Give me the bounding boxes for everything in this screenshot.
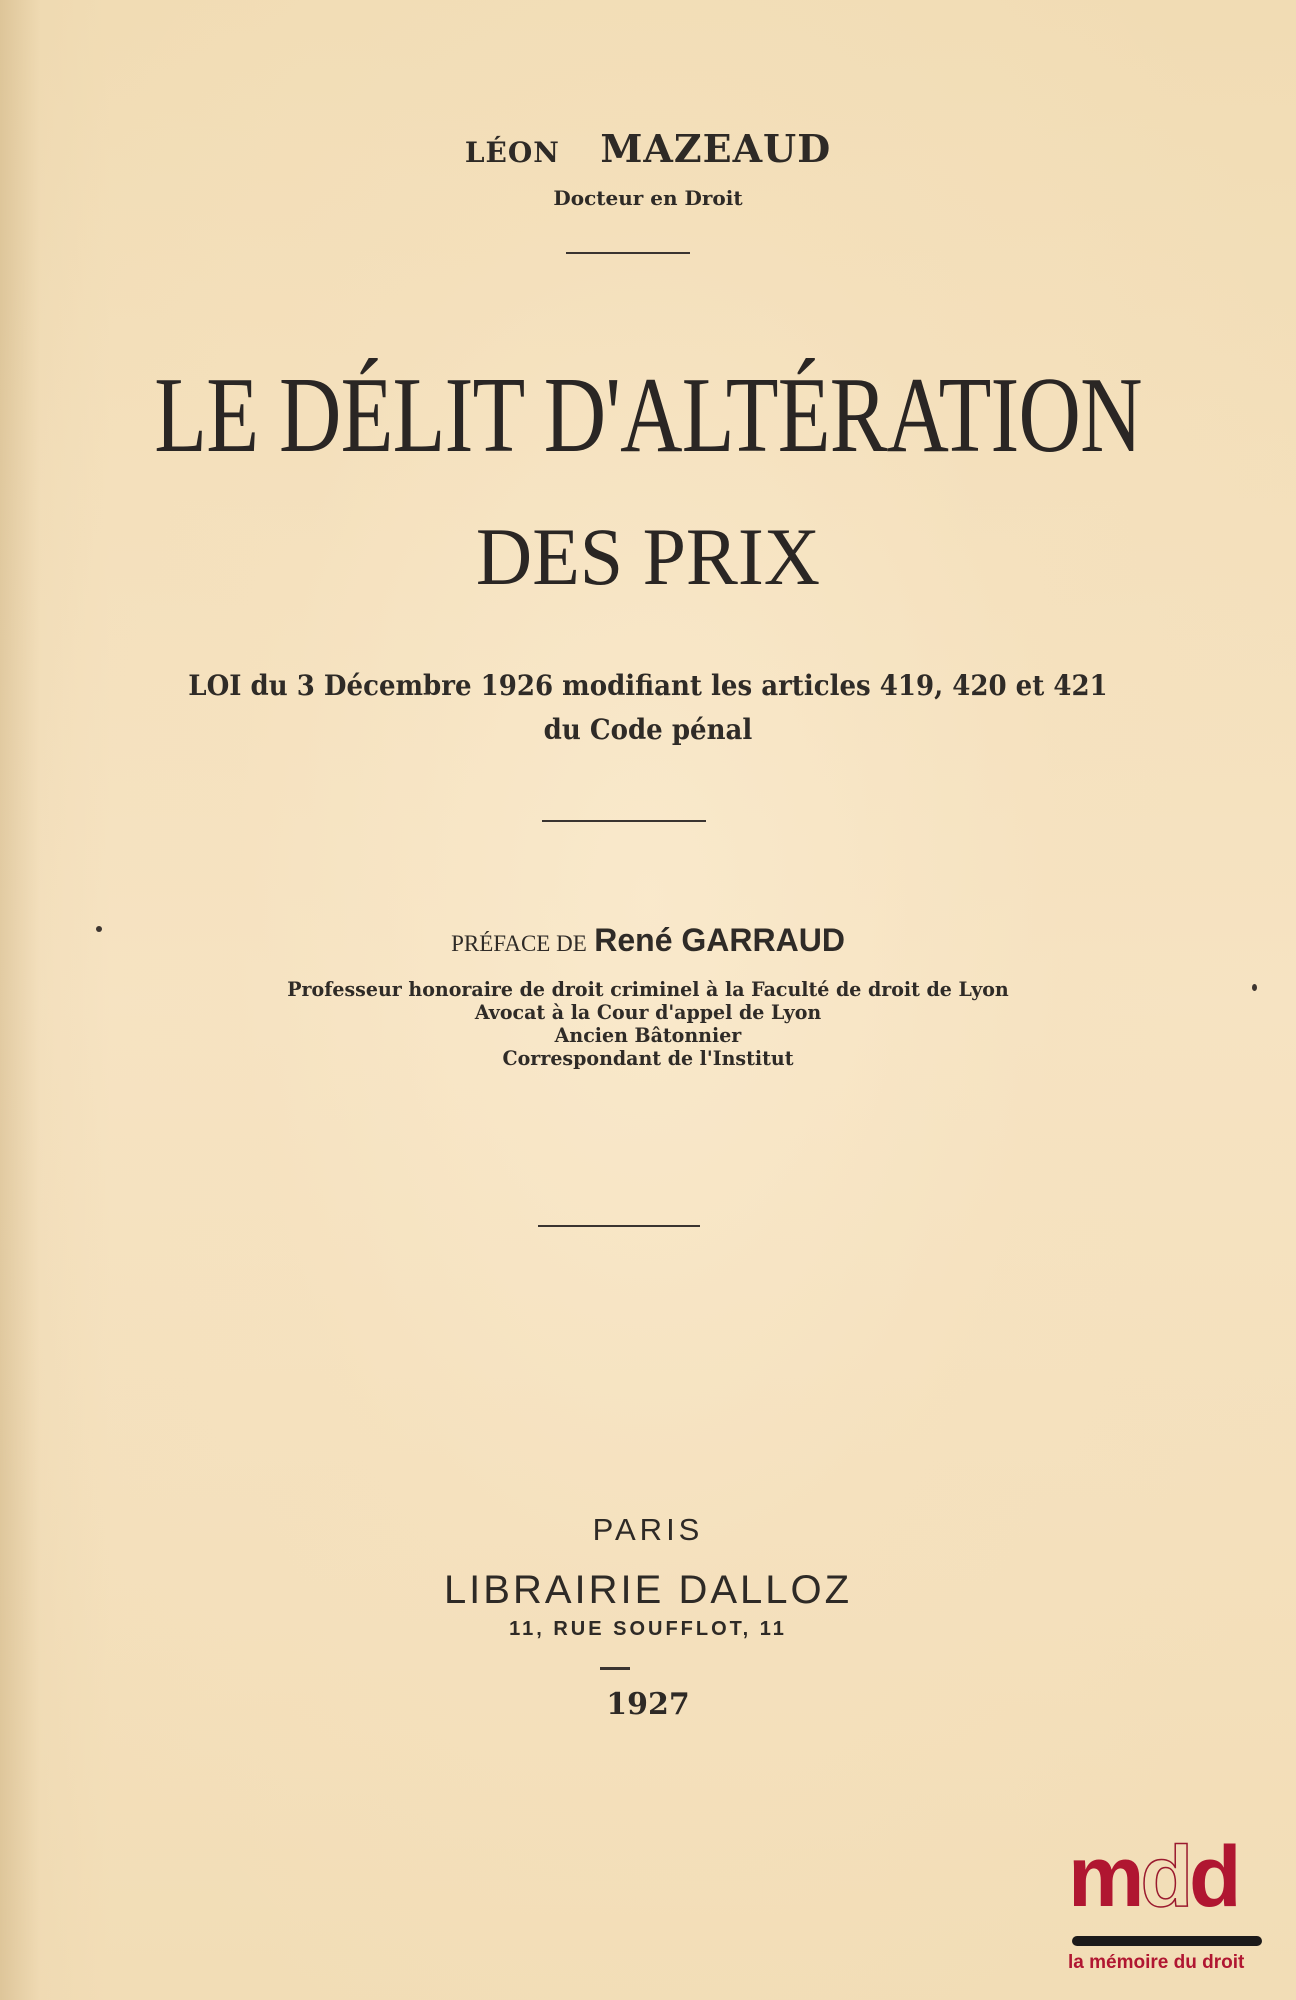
preface-credential: Correspondant de l'Institut	[502, 1046, 794, 1070]
imprint-publisher: LIBRAIRIE DALLOZ	[443, 1568, 853, 1612]
preface-author: René GARRAUD	[594, 922, 845, 958]
divider-dash	[600, 1667, 630, 1670]
paper-speck	[1252, 984, 1257, 991]
subtitle-line2: du Code pénal	[543, 713, 753, 746]
book-title-line1: LE DÉLIT D'ALTÉRATION	[154, 356, 1142, 475]
mdd-watermark-logo	[1068, 1829, 1268, 1984]
logo-tagline: la mémoire du droit	[1068, 1952, 1245, 1973]
mdd-logo-mark	[1068, 1829, 1238, 1925]
preface-label: PRÉFACE DE	[451, 931, 587, 956]
author-title: Docteur en Droit	[553, 186, 743, 210]
imprint-city: PARIS	[592, 1512, 704, 1547]
divider-rule	[542, 820, 706, 822]
logo-letter-m: m	[1068, 1829, 1141, 1925]
author-name	[0, 126, 1296, 171]
author-first-name: LÉON	[464, 136, 560, 169]
book-title-line2: DES PRIX	[475, 511, 821, 602]
subtitle-line1: LOI du 3 Décembre 1926 modifiant les articles 419, 420 et 421	[188, 669, 1108, 702]
logo-letter-d-outline: d	[1140, 1829, 1190, 1925]
preface-credential: Professeur honoraire de droit criminel à la Faculté de droit de Lyon	[287, 977, 1009, 1001]
preface-credential: Ancien Bâtonnier	[554, 1023, 742, 1047]
preface-credential: Avocat à la Cour d'appel de Lyon	[474, 1000, 822, 1024]
imprint-year: 1927	[606, 1687, 690, 1722]
divider-rule	[566, 252, 690, 254]
divider-rule	[538, 1225, 700, 1227]
logo-underline-bar	[1072, 1936, 1262, 1946]
author-last-name: MAZEAUD	[600, 126, 832, 171]
paper-speck	[96, 926, 102, 932]
imprint-address: 11, RUE SOUFFLOT, 11	[509, 1618, 787, 1640]
preface-heading	[0, 922, 1296, 959]
logo-letter-d: d	[1189, 1829, 1238, 1925]
